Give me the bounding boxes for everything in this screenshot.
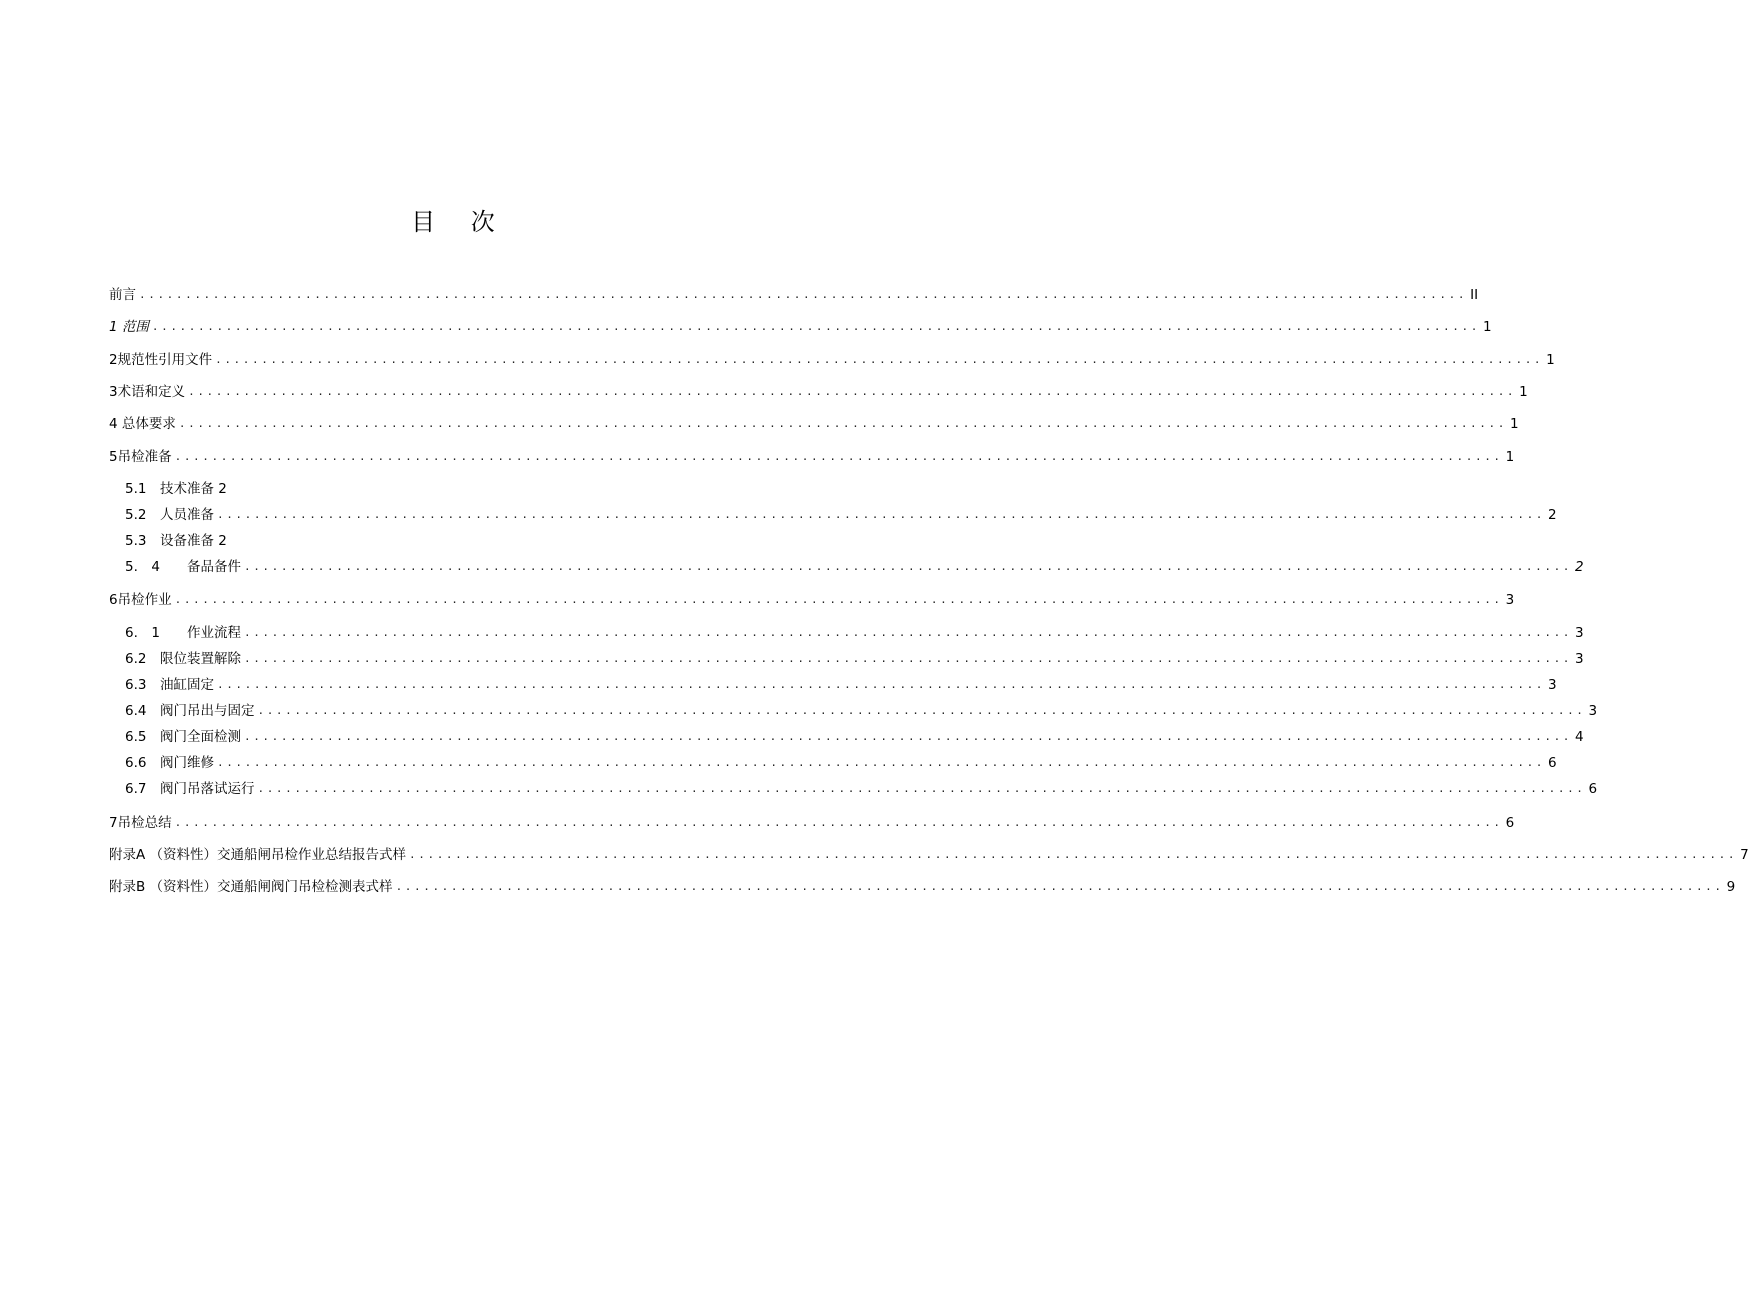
toc-entry-6-7[interactable] bbox=[125, 779, 1598, 799]
dot-leader: ................................................................................................................................................ bbox=[257, 704, 1586, 717]
toc-entry-label: 7吊检总结 bbox=[109, 815, 172, 831]
toc-page-number: 1 bbox=[1482, 319, 1492, 335]
toc-page-number: 1 bbox=[1519, 384, 1528, 400]
dot-leader: ................................................................................................................................................ bbox=[151, 320, 1480, 333]
toc-entry-label: 6吊检作业 bbox=[109, 592, 172, 608]
toc-entry-5-2[interactable] bbox=[125, 505, 1557, 525]
toc-entry-label: 6. 1 作业流程 bbox=[125, 625, 241, 641]
toc-entry-label: 3术语和定义 bbox=[109, 384, 186, 400]
toc-entry-label: 5.2 人员准备 bbox=[125, 507, 214, 523]
dot-leader: ................................................................................................................................................ bbox=[188, 385, 1517, 398]
toc-page-number: 9 bbox=[1726, 879, 1736, 895]
toc-page-number: II bbox=[1470, 287, 1479, 303]
dot-leader: ................................................................................................................................................ bbox=[174, 450, 1503, 463]
toc-page-number: 3 bbox=[1575, 625, 1584, 641]
toc-entry-6-6[interactable] bbox=[125, 753, 1557, 773]
toc-entry-5-3[interactable] bbox=[125, 531, 820, 551]
toc-entry-5-1[interactable] bbox=[125, 479, 820, 499]
toc-entry-5-4[interactable] bbox=[125, 557, 1584, 577]
toc-entry-label: 6.4 阀门吊出与固定 bbox=[125, 703, 255, 719]
toc-entry-label: 2规范性引用文件 bbox=[109, 352, 213, 368]
toc-page-number: 3 bbox=[1548, 677, 1557, 693]
toc-page-number: 7 bbox=[1740, 847, 1749, 863]
toc-entry-label: 1 范围 bbox=[109, 319, 149, 335]
dot-leader: ................................................................................................................................................ bbox=[216, 508, 1546, 521]
toc-page-number: 2 bbox=[1548, 507, 1557, 523]
toc-entry-6-5[interactable] bbox=[125, 727, 1584, 747]
toc-entry-label: 5.3 设备准备 2 bbox=[125, 533, 227, 549]
toc-entry-label: 6.5 阀门全面检测 bbox=[125, 729, 241, 745]
toc-entry-label: 6.6 阀门维修 bbox=[125, 755, 214, 771]
toc-entry-6-1[interactable] bbox=[125, 623, 1584, 643]
toc-entry-label: 5. 4 备品备件 bbox=[125, 559, 241, 575]
dot-leader: ................................................................................................................................................ bbox=[243, 730, 1573, 743]
dot-leader: ................................................................................................................................................ bbox=[139, 288, 1468, 301]
toc-entry-6-4[interactable] bbox=[125, 701, 1598, 721]
toc-page-number: 6 bbox=[1505, 815, 1515, 831]
toc-page-number: 3 bbox=[1588, 703, 1598, 719]
toc-entry-hoisting-operation[interactable] bbox=[109, 590, 1515, 610]
toc-page-number: 3 bbox=[1575, 651, 1584, 667]
toc-page-number: 6 bbox=[1548, 755, 1557, 771]
toc-entry-label: 5.1 技术准备 2 bbox=[125, 481, 227, 497]
dot-leader: ................................................................................................................................................ bbox=[243, 652, 1573, 665]
toc-entry-label: 6.3 油缸固定 bbox=[125, 677, 214, 693]
dot-leader: ................................................................................................................................................ bbox=[395, 880, 1724, 893]
toc-entry-terms-definitions[interactable] bbox=[109, 382, 1528, 402]
toc-entry-6-3[interactable] bbox=[125, 675, 1557, 695]
dot-leader: ................................................................................................................................................ bbox=[216, 678, 1546, 691]
toc-page-number: 6 bbox=[1588, 781, 1598, 797]
toc-page-number: 1 bbox=[1546, 352, 1555, 368]
dot-leader: ................................................................................................................................................ bbox=[409, 848, 1738, 861]
toc-entry-hoisting-summary[interactable] bbox=[109, 813, 1515, 833]
toc-entry-hoisting-preparation[interactable] bbox=[109, 447, 1515, 467]
toc-entry-appendix-a[interactable] bbox=[109, 845, 1749, 865]
dot-leader: ................................................................................................................................................ bbox=[174, 816, 1503, 829]
toc-entry-label: 前言 bbox=[109, 287, 136, 303]
toc-entry-label: 6.7 阀门吊落试运行 bbox=[125, 781, 255, 797]
toc-entry-foreword[interactable] bbox=[109, 285, 1479, 305]
toc-entry-label: 6.2 限位装置解除 bbox=[125, 651, 241, 667]
toc-page-number: 4 bbox=[1575, 729, 1584, 745]
toc-entry-scope[interactable] bbox=[109, 317, 1492, 337]
toc-entry-6-2[interactable] bbox=[125, 649, 1584, 669]
toc-entry-appendix-b[interactable] bbox=[109, 877, 1736, 897]
dot-leader: ................................................................................................................................................ bbox=[178, 417, 1507, 430]
toc-page-number: 1 bbox=[1505, 449, 1515, 465]
dot-leader: ................................................................................................................................................ bbox=[243, 626, 1573, 639]
toc-entry-label: 附录B （资料性）交通船闸阀门吊检检测表式样 bbox=[109, 879, 393, 895]
toc-entry-normative-references[interactable] bbox=[109, 350, 1555, 370]
dot-leader: ................................................................................................................................................ bbox=[257, 782, 1586, 795]
toc-page-number: 3 bbox=[1505, 592, 1515, 608]
dot-leader: ................................................................................................................................................ bbox=[243, 560, 1573, 573]
toc-entry-label: 5吊检准备 bbox=[109, 449, 172, 465]
toc-entry-general-requirements[interactable] bbox=[109, 414, 1519, 434]
toc-title: 目 次 bbox=[411, 208, 509, 236]
toc-entry-label: 4 总体要求 bbox=[109, 416, 176, 432]
dot-leader: ................................................................................................................................................ bbox=[174, 593, 1503, 606]
toc-entry-label: 附录A （资料性）交通船闸吊检作业总结报告式样 bbox=[109, 847, 407, 863]
dot-leader: ................................................................................................................................................ bbox=[216, 756, 1546, 769]
toc-page-number: 2 bbox=[1575, 559, 1584, 575]
dot-leader: ................................................................................................................................................ bbox=[215, 353, 1544, 366]
toc-page-number: 1 bbox=[1509, 416, 1519, 432]
